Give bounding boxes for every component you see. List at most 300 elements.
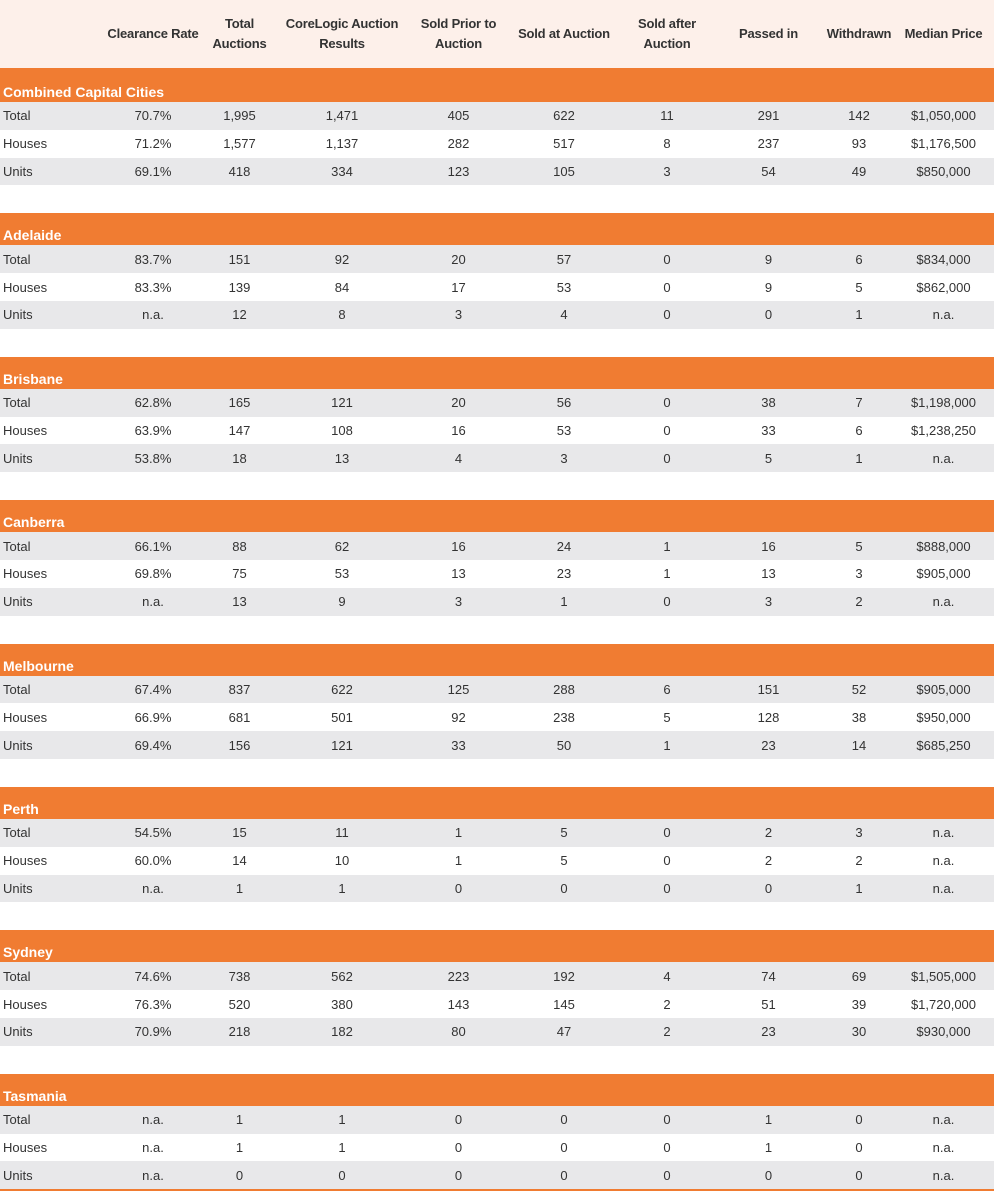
table-cell: 74.6% (134, 968, 172, 984)
table-row (0, 389, 994, 417)
section-gap (0, 472, 994, 500)
table-cell: $905,000 (916, 681, 971, 697)
table-cell: 0 (560, 1139, 568, 1155)
table-cell: 4 (560, 307, 568, 323)
row-label: Units (3, 163, 33, 179)
table-row (0, 1134, 994, 1162)
table-cell: 52 (851, 681, 867, 697)
section-gap (0, 616, 994, 644)
table-cell: 681 (228, 709, 251, 725)
table-cell: 14 (232, 853, 247, 869)
table-row (0, 301, 994, 329)
table-cell: 92 (451, 709, 466, 725)
column-header-line: Withdrawn (826, 26, 892, 41)
table-row (0, 1018, 994, 1046)
table-cell: 74 (761, 968, 776, 984)
table-cell: 0 (663, 1112, 671, 1128)
table-cell: 88 (232, 538, 247, 554)
table-cell: 1 (663, 566, 671, 582)
row-label: Houses (3, 709, 48, 725)
table-cell: 520 (228, 996, 251, 1012)
table-cell: $1,050,000 (910, 108, 977, 124)
table-row (0, 990, 994, 1018)
table-cell: 33 (761, 422, 776, 438)
table-cell: $950,000 (916, 709, 971, 725)
table-cell: 147 (228, 422, 251, 438)
table-cell: 54 (761, 163, 776, 179)
table-cell: 1 (764, 1139, 773, 1155)
table-cell: 70.7% (134, 108, 172, 124)
table-cell: 66.9% (134, 709, 172, 725)
table-cell: 8 (338, 307, 346, 323)
column-header-line: Sold after (638, 16, 696, 31)
table-cell: 0 (454, 1112, 463, 1128)
table-cell: 1 (454, 853, 463, 869)
table-cell: 69 (851, 968, 867, 984)
table-row (0, 962, 994, 990)
table-cell: 83.3% (134, 279, 172, 295)
table-cell: n.a. (142, 1139, 164, 1155)
column-header-line: Auction (435, 36, 482, 51)
table-cell: 47 (556, 1024, 572, 1040)
table-cell: 123 (447, 163, 470, 179)
table-cell: 139 (228, 279, 251, 295)
table-cell: 0 (663, 279, 671, 295)
table-cell: $888,000 (916, 538, 971, 554)
table-cell: 1 (454, 825, 463, 841)
row-label: Houses (3, 566, 48, 582)
table-row (0, 130, 994, 158)
table-cell: 2 (855, 853, 863, 869)
table-cell: 622 (331, 681, 353, 697)
table-cell: 1 (338, 1112, 346, 1128)
table-cell: 0 (454, 1139, 463, 1155)
table-cell: 1 (560, 594, 568, 610)
table-cell: 62 (334, 538, 350, 554)
table-cell: 50 (556, 737, 572, 753)
table-cell: 5 (855, 279, 863, 295)
table-cell: 5 (560, 853, 568, 869)
table-cell: 0 (663, 422, 671, 438)
table-cell: 75 (232, 566, 247, 582)
section-title: Sydney (0, 930, 994, 962)
table-cell: 13 (232, 594, 247, 610)
table-cell: 334 (331, 163, 353, 179)
row-label: Total (3, 825, 31, 841)
table-cell: 0 (560, 1167, 568, 1183)
table-cell: 282 (447, 136, 470, 152)
table-row (0, 1106, 994, 1134)
table-row (0, 158, 994, 186)
table-cell: $850,000 (916, 163, 971, 179)
table-row (0, 560, 994, 588)
table-cell: 1 (855, 880, 863, 896)
table-cell: 2 (764, 825, 773, 841)
table-cell: 6 (855, 251, 863, 267)
column-header-line: Passed in (739, 26, 798, 41)
table-cell: 837 (228, 681, 251, 697)
row-label: Units (3, 594, 33, 610)
table-cell: 16 (451, 538, 466, 554)
table-cell: 165 (228, 395, 251, 411)
table-cell: 121 (331, 395, 353, 411)
table-cell: n.a. (932, 1167, 955, 1183)
column-header-7 (712, 24, 825, 44)
row-label: Total (3, 108, 31, 124)
row-label: Total (3, 1112, 31, 1128)
row-label: Houses (3, 136, 48, 152)
table-cell: n.a. (932, 594, 955, 610)
table-cell: 238 (553, 709, 575, 725)
table-cell: n.a. (142, 880, 164, 896)
table-cell: 38 (851, 709, 867, 725)
section-gap (0, 1046, 994, 1074)
table-cell: 0 (663, 251, 671, 267)
column-header-1 (100, 24, 206, 44)
table-cell: 192 (553, 968, 575, 984)
column-header-line: Auction (643, 36, 691, 51)
table-cell: 0 (764, 307, 773, 323)
table-cell: 0 (663, 825, 671, 841)
column-header-line: Results (319, 36, 365, 51)
table-cell: 8 (663, 136, 671, 152)
table-row (0, 819, 994, 847)
table-cell: 5 (663, 709, 671, 725)
table-cell: 23 (556, 566, 572, 582)
table-cell: 0 (764, 880, 773, 896)
table-cell: 4 (454, 450, 463, 466)
table-cell: 67.4% (134, 681, 172, 697)
table-cell: 33 (451, 737, 466, 753)
table-cell: 0 (338, 1167, 346, 1183)
table-cell: $1,720,000 (910, 996, 977, 1012)
row-label: Houses (3, 1139, 48, 1155)
table-cell: 128 (757, 709, 780, 725)
table-cell: 108 (331, 422, 353, 438)
table-cell: 125 (447, 681, 470, 697)
table-cell: 66.1% (134, 538, 172, 554)
table-cell: 70.9% (134, 1024, 172, 1040)
table-cell: $1,198,000 (910, 395, 977, 411)
table-cell: 151 (228, 251, 251, 267)
table-cell: 17 (451, 279, 466, 295)
table-cell: 14 (851, 737, 867, 753)
column-header-3 (273, 14, 411, 54)
table-cell: n.a. (142, 594, 164, 610)
table-cell: 223 (447, 968, 470, 984)
table-cell: 18 (232, 450, 247, 466)
table-cell: 418 (228, 163, 251, 179)
table-cell: 156 (228, 737, 251, 753)
table-cell: 83.7% (134, 251, 172, 267)
column-header-2 (206, 14, 273, 54)
table-cell: 105 (553, 163, 575, 179)
table-cell: 2 (663, 1024, 671, 1040)
table-cell: 13 (451, 566, 466, 582)
table-cell: n.a. (142, 307, 164, 323)
table-cell: n.a. (932, 880, 955, 896)
table-cell: 218 (228, 1024, 251, 1040)
table-cell: n.a. (932, 450, 955, 466)
table-cell: 20 (451, 251, 466, 267)
table-cell: 0 (663, 880, 671, 896)
table-cell: 0 (454, 880, 463, 896)
table-cell: 1 (338, 1139, 346, 1155)
table-cell: 0 (663, 307, 671, 323)
table-cell: 0 (235, 1167, 244, 1183)
row-label: Units (3, 1024, 33, 1040)
table-cell: 12 (232, 307, 247, 323)
table-cell: 0 (764, 1167, 773, 1183)
row-label: Total (3, 395, 31, 411)
table-cell: 237 (757, 136, 780, 152)
table-cell: 151 (757, 681, 780, 697)
row-label: Houses (3, 422, 48, 438)
table-row (0, 703, 994, 731)
table-cell: 0 (855, 1112, 863, 1128)
table-row (0, 847, 994, 875)
section-gap (0, 902, 994, 930)
section-gap (0, 759, 994, 787)
table-cell: 1 (764, 1112, 773, 1128)
table-cell: 5 (764, 450, 773, 466)
table-cell: 0 (663, 450, 671, 466)
table-cell: 517 (553, 136, 575, 152)
table-cell: 1 (235, 880, 244, 896)
table-cell: 405 (447, 108, 470, 124)
column-header-4 (411, 14, 506, 54)
table-cell: 288 (553, 681, 575, 697)
table-cell: 4 (663, 968, 671, 984)
column-header-9 (893, 24, 994, 44)
table-cell: 2 (764, 853, 773, 869)
table-cell: 6 (855, 422, 863, 438)
table-cell: 9 (338, 594, 346, 610)
table-cell: 0 (454, 1167, 463, 1183)
table-cell: n.a. (932, 1112, 955, 1128)
section-title: Melbourne (0, 644, 994, 676)
table-cell: 3 (663, 163, 671, 179)
column-header-line: CoreLogic Auction (285, 16, 399, 31)
table-cell: 1 (338, 880, 346, 896)
table-row (0, 102, 994, 130)
table-cell: 20 (451, 395, 466, 411)
table-cell: 0 (663, 853, 671, 869)
table-cell: 2 (855, 594, 863, 610)
table-cell: 3 (454, 594, 463, 610)
table-cell: 143 (447, 996, 470, 1012)
table-cell: 1,577 (223, 136, 256, 152)
row-label: Houses (3, 279, 48, 295)
table-cell: 3 (855, 825, 863, 841)
table-cell: 1 (663, 538, 671, 554)
table-cell: $862,000 (916, 279, 971, 295)
table-cell: 30 (851, 1024, 867, 1040)
column-header-5 (506, 24, 622, 44)
column-header-line: Clearance Rate (107, 26, 199, 41)
table-row (0, 676, 994, 704)
section-title: Combined Capital Cities (0, 70, 994, 102)
table-cell: 53 (334, 566, 350, 582)
table-cell: 0 (855, 1139, 863, 1155)
table-cell: $905,000 (916, 566, 971, 582)
table-cell: $1,238,250 (910, 422, 977, 438)
table-cell: 69.4% (134, 737, 172, 753)
table-cell: 5 (560, 825, 568, 841)
table-cell: 9 (764, 279, 773, 295)
table-row (0, 532, 994, 560)
section-title: Tasmania (0, 1074, 994, 1106)
section-title: Adelaide (0, 213, 994, 245)
table-cell: $685,250 (916, 737, 971, 753)
table-cell: 84 (334, 279, 350, 295)
table-cell: 60.0% (134, 853, 172, 869)
table-cell: 0 (855, 1167, 863, 1183)
table-cell: n.a. (142, 1112, 164, 1128)
table-cell: 10 (334, 853, 350, 869)
table-cell: 23 (761, 737, 776, 753)
table-cell: n.a. (142, 1167, 164, 1183)
table-cell: 69.1% (134, 163, 172, 179)
column-header-line: Sold Prior to (420, 16, 497, 31)
table-cell: 63.9% (134, 422, 172, 438)
table-cell: 53 (556, 279, 572, 295)
table-cell: 92 (334, 251, 350, 267)
table-cell: $1,505,000 (910, 968, 977, 984)
table-row (0, 444, 994, 472)
row-label: Total (3, 251, 31, 267)
table-cell: 738 (228, 968, 251, 984)
table-cell: 39 (851, 996, 867, 1012)
section-title: Perth (0, 787, 994, 819)
table-cell: 6 (663, 681, 671, 697)
table-cell: 0 (560, 1112, 568, 1128)
table-cell: 145 (553, 996, 575, 1012)
table-cell: 5 (855, 538, 863, 554)
table-cell: n.a. (932, 853, 955, 869)
table-cell: 13 (761, 566, 776, 582)
table-cell: 182 (331, 1024, 353, 1040)
table-cell: 1 (855, 307, 863, 323)
table-cell: 71.2% (134, 136, 172, 152)
table-cell: 3 (560, 450, 568, 466)
row-label: Total (3, 681, 31, 697)
table-cell: 57 (556, 251, 572, 267)
table-cell: 2 (663, 996, 671, 1012)
section-gap (0, 329, 994, 357)
column-header-8 (825, 24, 893, 44)
table-cell: 3 (855, 566, 863, 582)
table-row (0, 417, 994, 445)
table-cell: n.a. (932, 825, 955, 841)
table-cell: 76.3% (134, 996, 172, 1012)
table-cell: 16 (761, 538, 776, 554)
table-cell: 38 (761, 395, 776, 411)
row-label: Houses (3, 853, 48, 869)
table-cell: 51 (761, 996, 776, 1012)
table-cell: 15 (232, 825, 247, 841)
table-cell: $834,000 (916, 251, 971, 267)
column-header-line: Median Price (904, 26, 983, 41)
table-cell: 11 (335, 825, 349, 841)
table-header (0, 0, 994, 70)
table-cell: 121 (331, 737, 353, 753)
table-cell: 80 (451, 1024, 466, 1040)
table-cell: n.a. (932, 307, 955, 323)
table-cell: 23 (761, 1024, 776, 1040)
table-cell: 0 (663, 594, 671, 610)
table-cell: 16 (451, 422, 466, 438)
table-cell: 0 (560, 880, 568, 896)
table-cell: 24 (556, 538, 572, 554)
column-header-line: Auctions (212, 36, 267, 51)
table-cell: n.a. (932, 1139, 955, 1155)
table-cell: 9 (764, 251, 773, 267)
table-cell: 69.8% (134, 566, 172, 582)
table-cell: 0 (663, 1167, 671, 1183)
section-title: Canberra (0, 500, 994, 532)
table-cell: 7 (855, 395, 863, 411)
table-cell: 1 (663, 737, 671, 753)
table-cell: 1 (855, 450, 863, 466)
row-label: Units (3, 307, 33, 323)
column-header-line: Total (224, 16, 255, 31)
section-gap (0, 185, 994, 213)
table-cell: 562 (331, 968, 353, 984)
table-cell: 291 (757, 108, 780, 124)
table-cell: 11 (660, 108, 674, 124)
row-label: Units (3, 737, 33, 753)
table-cell: 380 (331, 996, 353, 1012)
section-title: Brisbane (0, 357, 994, 389)
table-row (0, 245, 994, 273)
table-row (0, 273, 994, 301)
column-header-6 (622, 14, 712, 54)
table-cell: 54.5% (134, 825, 172, 841)
table-cell: 93 (851, 136, 867, 152)
table-cell: 13 (334, 450, 350, 466)
row-label: Total (3, 538, 31, 554)
table-cell: 3 (764, 594, 773, 610)
table-cell: 1,137 (325, 136, 359, 152)
table-cell: 1,471 (325, 108, 359, 124)
row-label: Units (3, 880, 33, 896)
table-cell: 53 (556, 422, 572, 438)
row-label: Units (3, 450, 33, 466)
table-row (0, 731, 994, 759)
table-cell: 1,995 (223, 108, 256, 124)
row-label: Houses (3, 996, 48, 1012)
row-label: Units (3, 1167, 33, 1183)
table-cell: 53.8% (134, 450, 172, 466)
table-cell: 622 (553, 108, 575, 124)
table-cell: 62.8% (134, 395, 172, 411)
table-row (0, 588, 994, 616)
table-cell: 1 (235, 1112, 244, 1128)
table-cell: $930,000 (916, 1024, 971, 1040)
column-header-line: Sold at Auction (518, 26, 610, 41)
table-cell: 0 (663, 395, 671, 411)
table-cell: 56 (556, 395, 572, 411)
table-row (0, 875, 994, 903)
table-cell: 3 (454, 307, 463, 323)
table-cell: $1,176,500 (910, 136, 977, 152)
table-row (0, 1161, 994, 1189)
table-cell: 49 (851, 163, 867, 179)
table-cell: 501 (331, 709, 353, 725)
row-label: Total (3, 968, 31, 984)
table-cell: 0 (663, 1139, 671, 1155)
